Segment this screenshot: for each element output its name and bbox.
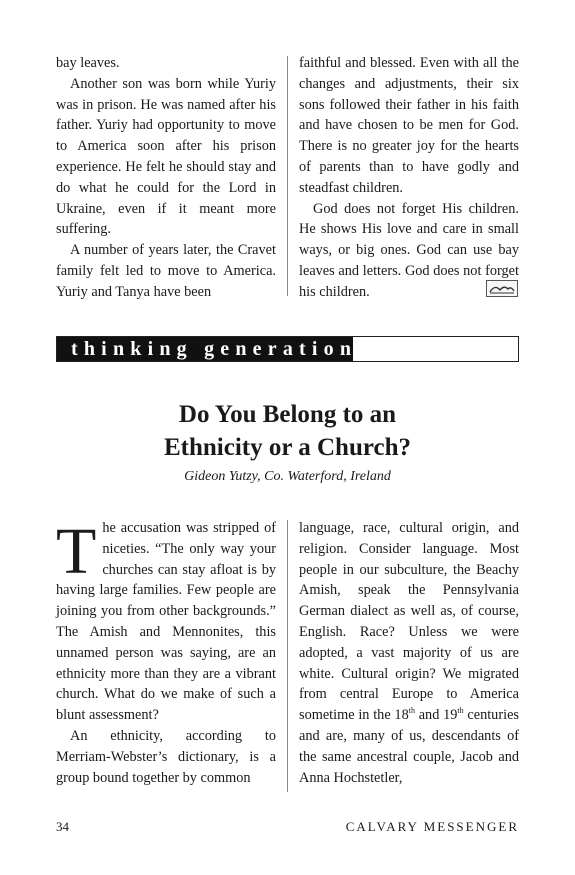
top-right-column xyxy=(299,53,519,303)
article-right-column xyxy=(299,518,519,788)
article-byline: Gideon Yutzy, Co. Waterford, Ireland xyxy=(184,469,391,484)
paragraph xyxy=(56,515,276,726)
paragraph-text: and 19 xyxy=(414,707,458,724)
paragraph: God does not forget His children. He shows His love and care in small ways, or big ones. God can use bay leaves and letters. God does not forget his children. xyxy=(299,200,519,300)
paragraph: An ethnicity, according to Merriam-Webster’s dictionary, is a group bound together by common xyxy=(56,727,276,786)
article-left-column xyxy=(56,515,276,788)
paragraph-text: centuries and are, many of us, descendants of the same ancestral couple, Jacob and Anna Hochstetler, xyxy=(299,707,519,786)
drop-cap: T xyxy=(56,515,97,588)
column-divider xyxy=(287,520,288,792)
paragraph-text: language, race, cultural origin, and religion. Consider language. Most people in our subculture, the Beachy Amish, speak the Pennsylvania German dialect as well as, of course, English. Race? Unless we were adopted, a vast majority of us are white. Cultural origin? We migrated from central Europe to America sometime in the 18 xyxy=(299,520,519,724)
title-line: Do You Belong to an xyxy=(178,401,397,428)
paragraph: faithful and blessed. Even with all the changes and adjustments, their six sons followed their father in his faith and have chosen to be men for God. There is no greater joy for the hearts of parents than to have godly and steadfast children. xyxy=(299,55,519,196)
column-divider xyxy=(287,56,288,296)
article-title xyxy=(56,398,519,464)
paragraph: A number of years later, the Cravet family felt led to move to America. Yuriy and Tanya have been xyxy=(56,242,276,300)
superscript: th xyxy=(457,706,464,716)
superscript: th xyxy=(408,706,415,716)
top-left-column xyxy=(56,53,276,303)
title-line: Ethnicity or a Church? xyxy=(163,434,412,461)
paragraph: bay leaves. xyxy=(56,55,120,71)
paragraph xyxy=(299,518,519,788)
paragraph: Another son was born while Yuriy was in prison. He was named after his father. Yuriy had opportunity to move to America soon after his prison experience. He felt he should stay and do what he could for the Lord in Ukraine, even if it meant more suffering. xyxy=(56,75,276,238)
page-number: 34 xyxy=(56,819,69,834)
section-label: thinking generation xyxy=(71,338,358,360)
magazine-title: CALVARY MESSENGER xyxy=(345,819,519,834)
section-banner xyxy=(56,336,519,362)
paragraph-text: he accusation was stripped of niceties. “The only way your churches can stay afloat is by having large families. Few people are joining you from other backgrounds.” The Amish and Mennonites, this unnamed person was saying, are an ethnicity more than they are a vibrant church. What do we make of such a blunt assessment? xyxy=(56,520,276,724)
end-of-article-icon xyxy=(486,280,518,297)
